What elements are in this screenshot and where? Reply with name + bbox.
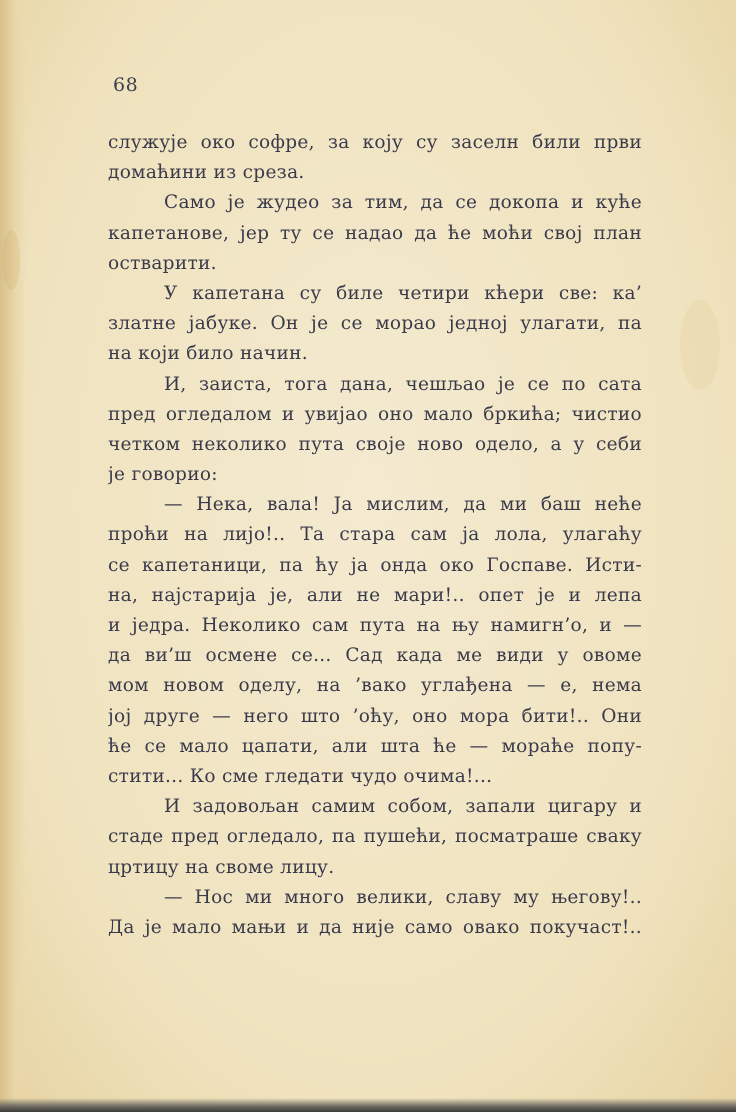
page-gutter xyxy=(0,0,26,1112)
text-line: на, најстарија је, али не мари!.. опет је и лепа xyxy=(108,584,642,606)
text-line: И, заиста, тога дана, чешљао је се по сата xyxy=(164,373,642,395)
text-line: остварити. xyxy=(108,252,217,274)
body-text xyxy=(108,128,642,943)
page-number: 68 xyxy=(113,74,139,96)
text-line: И задовољан самим собом, запали цигару и xyxy=(164,796,642,818)
text-line: на који било начин. xyxy=(108,343,308,365)
text-line: и једра. Неколико сам пута на њу намигн’о, и — xyxy=(108,615,642,636)
text-line: проћи на лијо!.. Та стара сам ја лола, улагаћу xyxy=(108,524,642,546)
text-line: је говорио: xyxy=(108,464,218,486)
text-line: стити... Ко сме гледати чудо очима!... xyxy=(108,765,493,787)
text-line: Само је жудео за тим, да се докопа и куће xyxy=(164,192,642,214)
text-line: ће се мало цапати, али шта ће — мораће попу- xyxy=(108,735,642,757)
text-line: четком неколико пута своје ново одело, а у себи xyxy=(108,433,642,455)
text-line: цртицу на своме лицу. xyxy=(108,856,335,878)
text-line: се капетаници, па ћу ја онда око Госпаве. Исти- xyxy=(108,554,642,576)
text-line: стаде пред огледало, па пушећи, посматраше сваку xyxy=(108,826,642,848)
text-line: пред огледалом и увијао оно мало бркића; чистио xyxy=(108,403,642,425)
text-line: мом новом оделу, на ’вако углађена — е, нема xyxy=(108,675,642,697)
text-line: јој друге — него што ’оћу, оно мора бити!.. Они xyxy=(108,705,642,727)
text-line: — Нос ми много велики, славу му његову!.. xyxy=(164,886,642,908)
text-line: служује око софре, за коју су заселн били први xyxy=(108,132,642,153)
text-line: У капетана су биле четири кћери све: ка’ xyxy=(164,282,642,304)
text-line: — Нека, вала! Ја мислим, да ми баш неће xyxy=(164,494,642,516)
text-line: да ви’ш осмене се... Сад када ме види у овоме xyxy=(108,645,642,667)
text-line: домаћини из среза. xyxy=(108,162,305,184)
text-line: златне јабуке. Он је се морао једној улагати, па xyxy=(108,313,642,335)
page-bottom-edge xyxy=(0,1098,736,1112)
text-line: капетанове, јер ту се надао да ће моћи свој план xyxy=(108,222,642,244)
paper-stain xyxy=(2,230,20,290)
text-line: Да је мало мањи и да није само овако покучаст!.. xyxy=(108,916,642,938)
paper-stain xyxy=(680,300,720,390)
